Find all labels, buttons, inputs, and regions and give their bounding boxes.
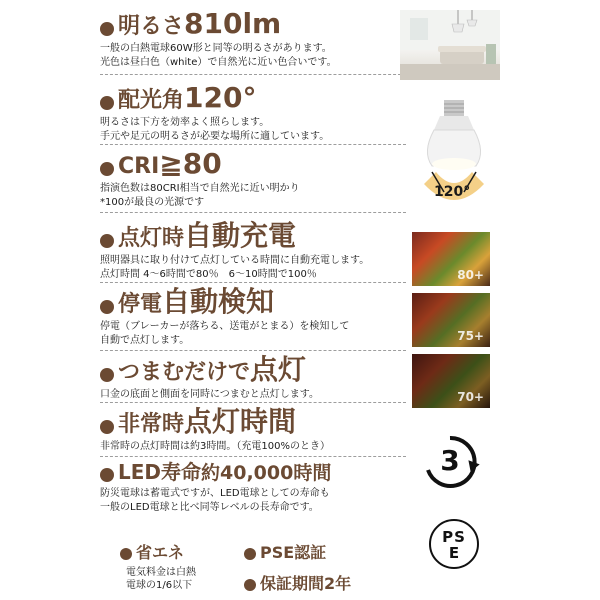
bullet-dot bbox=[244, 579, 256, 591]
bullet-dot bbox=[100, 22, 114, 36]
desc-line: 明るさは下方を効率よく照らします。 bbox=[100, 117, 270, 128]
feature-desc bbox=[100, 320, 406, 348]
feature-lead: PSE認証 bbox=[260, 543, 327, 562]
feature-emergency-time bbox=[100, 405, 406, 454]
feature-lead: 停電 bbox=[118, 292, 163, 317]
feature-title bbox=[100, 219, 406, 252]
desc-line: 手元や足元の明るさが必要な場所に適しています。 bbox=[100, 131, 330, 142]
divider bbox=[100, 350, 406, 351]
divider bbox=[100, 144, 406, 145]
feature-pinch-light bbox=[100, 353, 406, 402]
feature-highlight: 点灯時間 bbox=[184, 405, 297, 438]
feature-highlight: 120° bbox=[184, 81, 257, 114]
feature-desc bbox=[100, 182, 406, 210]
bullet-dot bbox=[100, 300, 114, 314]
room-photo bbox=[400, 10, 500, 80]
desc-line: 一般の白熱電球60W形と同等の明るさがあります。 bbox=[100, 43, 332, 54]
feature-lead: 保証期間2年 bbox=[260, 574, 352, 593]
bullet-dot bbox=[100, 234, 114, 248]
feature-title bbox=[100, 147, 406, 180]
desc-line: 口金の底面と側面を同時につまむと点灯します。 bbox=[100, 389, 319, 400]
desc-line: 防災電球は蓄電式ですが、LED電球としての寿命も bbox=[100, 488, 330, 499]
room-illustration bbox=[400, 10, 500, 80]
feature-title bbox=[100, 285, 406, 318]
feature-highlight: 自動検知 bbox=[162, 285, 275, 318]
feature-brightness bbox=[100, 7, 406, 70]
bullet-dot bbox=[100, 468, 114, 482]
bullet-dot bbox=[100, 420, 114, 434]
feature-title bbox=[100, 7, 406, 40]
feature-lead: 明るさ bbox=[118, 14, 185, 39]
feature-title bbox=[120, 540, 196, 563]
feature-highlight: 自動充電 bbox=[184, 219, 297, 252]
feature-lead: 省エネ bbox=[136, 543, 185, 562]
bullet-dot bbox=[120, 548, 132, 560]
brightness-percent: 80+ bbox=[457, 268, 484, 282]
divider bbox=[100, 456, 406, 457]
feature-desc bbox=[100, 388, 406, 402]
feature-led-life bbox=[100, 462, 406, 515]
pse-mark bbox=[428, 518, 480, 570]
feature-beam-angle bbox=[100, 81, 406, 144]
feature-highlight: 約40,000時間 bbox=[201, 462, 332, 484]
pse-mark-e: E bbox=[448, 544, 460, 562]
feature-highlight: ≧80 bbox=[159, 147, 222, 180]
feature-warranty bbox=[244, 571, 351, 594]
desc-line: 照明器具に取り付けて点灯している時間に自動充電します。 bbox=[100, 255, 370, 266]
desc-line: 光色は昼白色（white）で自然光に近い色合いです。 bbox=[100, 57, 337, 68]
angle-label: 120° bbox=[434, 184, 471, 200]
feature-desc bbox=[100, 440, 406, 454]
feature-lead: 非常時 bbox=[118, 412, 185, 437]
feature-highlight: 810lm bbox=[184, 7, 282, 40]
veg-photo-75 bbox=[412, 293, 490, 347]
desc-line: 停電（ブレーカーが落ちる、送電がとまる）を検知して bbox=[100, 321, 350, 332]
desc-line: *100が最良の光源です bbox=[100, 197, 205, 208]
bullet-dot bbox=[100, 96, 114, 110]
feature-lead: CRI bbox=[118, 154, 160, 179]
desc-line: 非常時の点灯時間は約3時間。（充電100%のとき） bbox=[100, 441, 330, 452]
feature-title bbox=[100, 353, 406, 386]
feature-energy-saving bbox=[120, 540, 196, 592]
feature-desc bbox=[100, 487, 406, 515]
feature-lead: つまむだけで bbox=[118, 360, 251, 385]
desc-line: 自動で点灯します。 bbox=[100, 335, 190, 346]
brightness-percent: 70+ bbox=[457, 390, 484, 404]
feature-desc bbox=[100, 116, 406, 144]
desc-line: 電気料金は白熱 bbox=[126, 567, 196, 578]
pse-mark-ps: PS bbox=[442, 528, 466, 546]
bullet-dot bbox=[100, 368, 114, 382]
feature-lead: 配光角 bbox=[118, 88, 185, 113]
feature-desc bbox=[100, 42, 406, 70]
feature-lead: 点灯時 bbox=[118, 226, 185, 251]
divider bbox=[100, 402, 406, 403]
clock-number: 3 bbox=[440, 444, 460, 477]
veg-photo-80 bbox=[412, 232, 490, 286]
bullet-dot bbox=[244, 548, 256, 560]
feature-outage-detect bbox=[100, 285, 406, 348]
divider bbox=[100, 74, 406, 75]
desc-line: 指演色数は80CRI相当で自然光に近い明かり bbox=[100, 183, 300, 194]
desc-line: 電球の1/6以下 bbox=[126, 580, 193, 591]
bullet-dot bbox=[100, 162, 114, 176]
feature-desc bbox=[100, 254, 406, 282]
feature-pse bbox=[244, 540, 326, 563]
divider bbox=[100, 212, 406, 213]
feature-auto-charge bbox=[100, 219, 406, 282]
feature-highlight: 点灯 bbox=[250, 353, 307, 386]
desc-line: 点灯時間 4〜6時間で80％ 6〜10時間で100％ bbox=[100, 269, 317, 280]
brightness-percent: 75+ bbox=[457, 329, 484, 343]
three-hour-clock bbox=[420, 432, 480, 492]
feature-title bbox=[100, 405, 406, 438]
feature-title bbox=[100, 81, 406, 114]
divider bbox=[100, 282, 406, 283]
feature-desc bbox=[126, 566, 196, 592]
feature-lead: LED寿命 bbox=[118, 460, 202, 484]
feature-cri bbox=[100, 147, 406, 210]
desc-line: 一般のLED電球と比べ同等レベルの長寿命です。 bbox=[100, 502, 319, 513]
feature-title bbox=[100, 462, 406, 483]
veg-photo-70 bbox=[412, 354, 490, 408]
bulb-graphic bbox=[418, 98, 490, 210]
